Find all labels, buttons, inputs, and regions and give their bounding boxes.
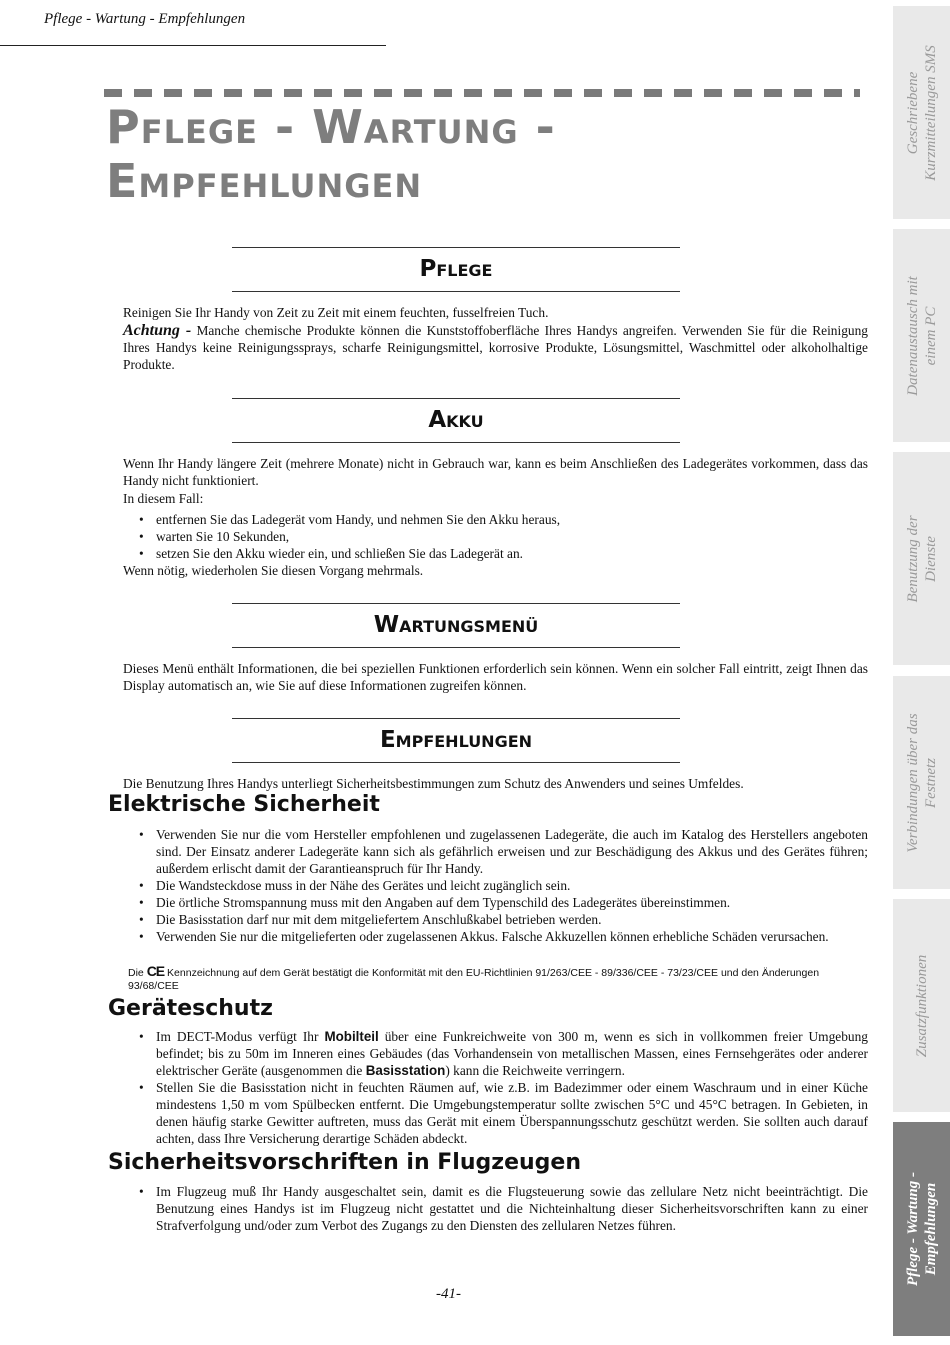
achtung-paragraph <box>123 322 868 373</box>
title-dashed-rule <box>104 89 860 97</box>
section-heading-empfehlungen: Empfehlungen <box>232 718 680 763</box>
tab-zusatzfunktionen[interactable] <box>893 899 950 1112</box>
section-heading-akku: Akku <box>232 398 680 443</box>
tab-label: Verbindungen über das Festnetz <box>904 712 939 853</box>
list-item: • setzen Sie den Akku wieder ein, und schließen Sie das Ladegerät an. <box>138 545 868 562</box>
tab-label: Geschriebene Kurzmitteilungen SMS <box>904 44 939 181</box>
list-item: • entfernen Sie das Ladegerät vom Handy, und nehmen Sie den Akku heraus, <box>138 511 868 528</box>
subheading-elektrische-sicherheit: Elektrische Sicherheit <box>108 792 380 817</box>
page-title <box>106 100 846 208</box>
tab-dienste[interactable] <box>893 452 950 665</box>
pflege-paragraph: Reinigen Sie Ihr Handy von Zeit zu Zeit mit einem feuchten, fusselfreien Tuch. <box>123 305 549 320</box>
empfehlungen-paragraph: Die Benutzung Ihres Handys unterliegt Sicherheitsbestimmungen zum Schutz des Anwenders und seines Umfeldes. <box>123 776 744 791</box>
list-item: • Stellen Sie die Basisstation nicht in feuchten Räumen auf, wie z.B. im Badezimmer oder einem Waschraum und in einer Küche mindestens 1,50 m vom Spülbecken entfernt. Die Umgebungstemperatur sollte zwischen 5°C und 45°C betragen. In Gebieten, in denen häufig starke Gewitter auftreten, muss das Gerät mit einem Überspannungsschutz geschützt werden. Sie sollten auch darauf achten, dass Ihre Versicherung derartige Schäden abdeckt. <box>138 1079 868 1147</box>
subheading-geraeteschutz: Geräteschutz <box>108 996 273 1021</box>
ce-conformity-note <box>128 965 868 993</box>
list-item: • Im Flugzeug muß Ihr Handy ausgeschaltet sein, damit es die Flugsteuerung sowie das zellulare Netz nicht beeinträchtigt. Die Benutzung eines Handys ist im Flugzeug nicht gestattet und die Nichteinhaltung dieser Sicherheitsvorschriften kann zu einer Strafverfolgung und/oder zum Verbot des Zugangs zu den Diensten des zellularen Netzes führen. <box>138 1183 868 1234</box>
tab-label: Datenaustausch mit einem PC <box>904 275 939 396</box>
tab-sms[interactable] <box>893 6 950 219</box>
ce-mark-icon: CE <box>146 963 165 979</box>
tab-datenaustausch[interactable] <box>893 229 950 442</box>
ce-note-pre: Die <box>128 967 147 979</box>
tab-festnetz[interactable] <box>893 676 950 889</box>
running-header: Pflege - Wartung - Empfehlungen <box>44 11 246 27</box>
section-heading-pflege: Pflege <box>232 247 680 292</box>
list-item: • Die örtliche Stromspannung muss mit den Angaben auf dem Typenschild des Ladegerätes übereinstimmen. <box>138 894 868 911</box>
flugzeug-bullet-list <box>138 1183 868 1234</box>
section-heading-wartungsmenue: Wartungsmenü <box>232 603 680 648</box>
akku-paragraph-3: Wenn nötig, wiederholen Sie diesen Vorgang mehrmals. <box>123 563 424 578</box>
geraeteschutz-text-b: über eine Funkreichweite von 300 m, wenn es sich in vollkommen freier Umgebung befindet; bis zu 50m im Inneren eines Gebäudes (das Vorhandensein von metallischen Massen, eines Fernsehgerätes oder anderer elektrischer Geräte (ausgenommen die <box>156 1029 868 1078</box>
page-title-line-1: Pflege - Wartung - <box>106 100 556 154</box>
akku-paragraph-1: Wenn Ihr Handy längere Zeit (mehrere Monate) nicht in Gebrauch war, kann es beim Anschließen des Ladegerätes vorkommen, dass das Handy nicht funktioniert. <box>123 456 868 488</box>
subheading-flugzeugen: Sicherheitsvorschriften in Flugzeugen <box>108 1150 581 1175</box>
list-item: • Die Basisstation darf nur mit dem mitgeliefertem Anschlußkabel betrieben werden. <box>138 911 868 928</box>
list-item: • warten Sie 10 Sekunden, <box>138 528 868 545</box>
page-number: -41- <box>436 1286 461 1302</box>
achtung-label: Achtung - <box>123 322 192 339</box>
basisstation-term: Basisstation <box>365 1063 446 1078</box>
geraeteschutz-text-c: ) kann die Reichweite verringern. <box>445 1063 625 1078</box>
tab-label: Pflege - Wartung - Empfehlungen <box>904 1171 939 1287</box>
list-item: • Verwenden Sie nur die vom Hersteller empfohlenen und zugelassenen Ladegeräte, die auch im Katalog des Herstellers angeboten sind. Der Einsatz anderer Ladegeräte kann sich als gefährlich erweisen und zur Beschädigung des Akkus und des Gerätes führen; außerdem erlischt damit der Garantieanspruch für Ihr Handy. <box>138 826 868 877</box>
page-title-line-2: Empfehlungen <box>106 154 423 208</box>
header-rule <box>0 45 386 46</box>
list-item: • Die Wandsteckdose muss in der Nähe des Gerätes und leicht zugänglich sein. <box>138 877 868 894</box>
akku-paragraph-2: In diesem Fall: <box>123 491 204 506</box>
geraeteschutz-text-a: Im DECT-Modus verfügt Ihr <box>156 1029 325 1044</box>
tab-label: Benutzung der Dienste <box>904 514 939 603</box>
list-item <box>138 1028 868 1079</box>
tab-label: Zusatzfunktionen <box>913 954 930 1057</box>
ce-note-text: Kennzeichnung auf dem Gerät bestätigt die Konformität mit den EU-Richtlinien 91/263/CEE - 89/336/CEE - 73/23/CEE und den Änderungen 93/68/CEE <box>128 967 820 992</box>
wartung-paragraph: Dieses Menü enthält Informationen, die bei speziellen Funktionen erforderlich sein können. Wenn ein solcher Fall eintritt, zeigt Ihnen das Display automatisch an, wie Sie auf diese Informationen zugreifen können. <box>123 661 868 693</box>
mobilteil-term: Mobilteil <box>324 1029 379 1044</box>
geraeteschutz-bullet-list <box>138 1028 868 1147</box>
list-item: • Verwenden Sie nur die mitgelieferten oder zugelassenen Akkus. Falsche Akkuzellen können erhebliche Schäden verursachen. <box>138 928 868 945</box>
akku-bullet-list <box>138 511 868 562</box>
elektrische-bullet-list <box>138 826 868 945</box>
tab-pflege-active[interactable] <box>893 1122 950 1336</box>
achtung-text: Manche chemische Produkte können die Kunststoffoberfläche Ihres Handys angreifen. Verwenden Sie für die Reinigung Ihres Handys keine Reinigungssprays, scharfe Reinigungsmittel, korrosive Produkte, Lösungsmittel, Waschmittel oder alkoholhaltige Produkte. <box>123 323 868 372</box>
